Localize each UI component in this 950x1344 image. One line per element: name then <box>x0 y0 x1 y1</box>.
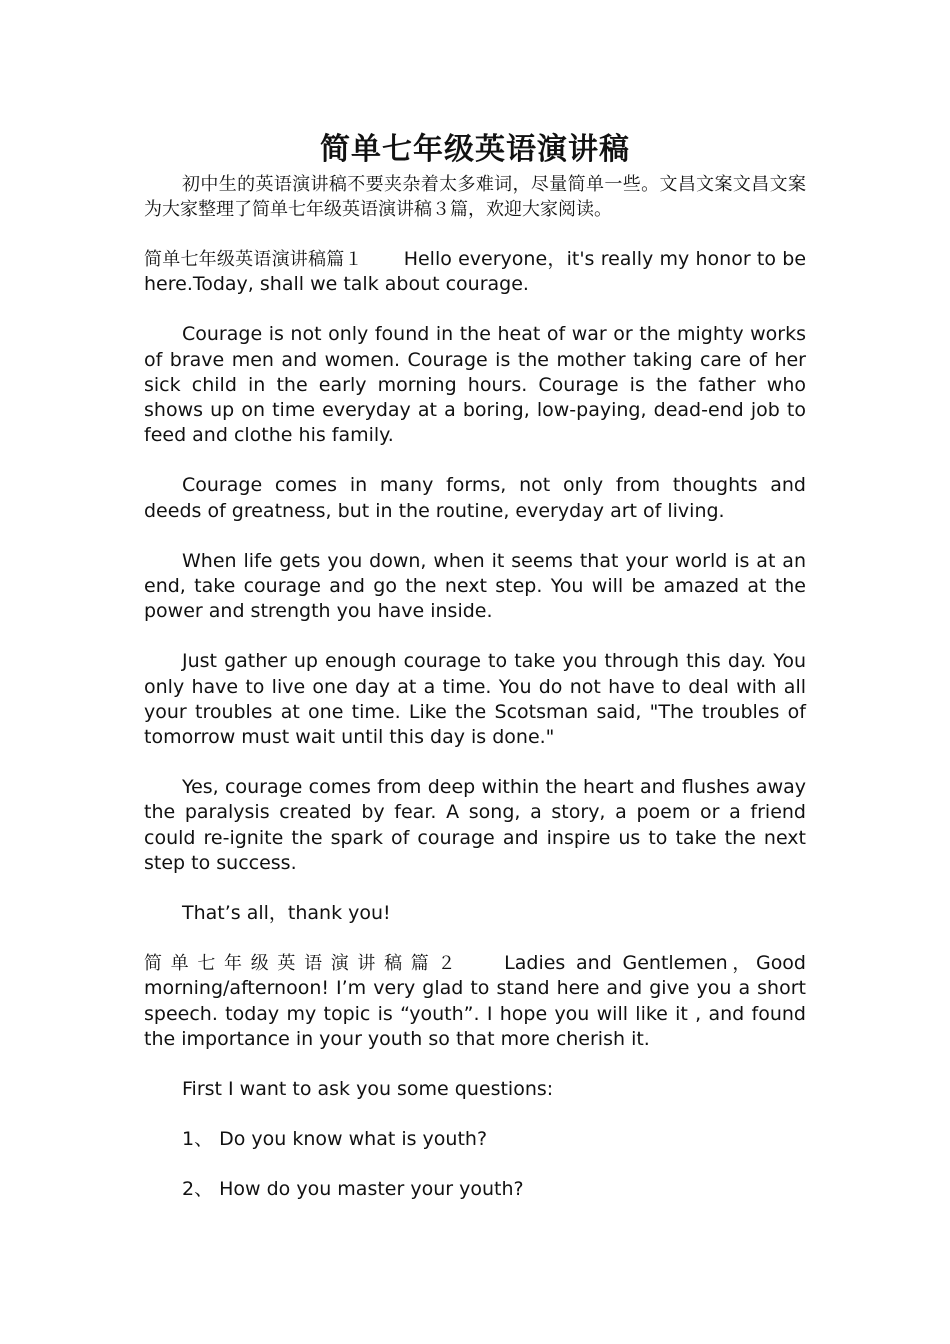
document-title: 简单七年级英语演讲稿 <box>320 132 630 167</box>
speech2-opening <box>144 951 806 1052</box>
intro-paragraph: 初中生的英语演讲稿不要夹杂着太多难词，尽量简单一些。文昌文案文昌文案为大家整理了简单七年级英语演讲稿３篇，欢迎大家阅读。 <box>144 174 806 220</box>
speech2-heading: 简单七年级英语演讲稿篇２ <box>144 953 465 975</box>
speech1-opening <box>144 247 806 297</box>
speech1-paragraph: Yes, courage comes from deep within the heart and flushes away the paralysis created by fear. A song, a story, a poem or a friend could re-ignite the spark of courage and inspire us to take the next step to success. <box>144 776 806 874</box>
question-item: 1、 Do you know what is youth? <box>182 1128 488 1151</box>
speech2-greeting: Ladies and Gentlemen，Good morning/afternoon! I’m very glad to stand here and give you a short speech. today my topic is “youth”. I hope you will like it , and found the importance in your youth so that more cherish it. <box>144 952 806 1050</box>
speech1-paragraph: Courage comes in many forms, not only from thoughts and deeds of greatness, but in the routine, everyday art of living. <box>144 474 806 522</box>
speech2-lead: First I want to ask you some questions: <box>182 1078 554 1101</box>
document-page <box>144 128 806 1203</box>
speech1-closing: That’s all，thank you! <box>182 902 391 925</box>
speech1-greeting: Hello everyone，it's really my honor to be here.Today, shall we talk about courage. <box>144 248 807 296</box>
question-item: 2、 How do you master your youth? <box>182 1178 524 1201</box>
speech1-paragraph: Courage is not only found in the heat of war or the mighty works of brave men and women. Courage is the mother taking care of her sick child in the early morning hours. Courage is the father who shows up on time everyday at a boring, low-paying, dead-end job to feed and clothe his family. <box>144 323 806 447</box>
speech1-paragraph: Just gather up enough courage to take you through this day. You only have to live one day at a time. You do not have to deal with all your troubles at one time. Like the Scotsman said, "The troubles of tomorrow must wait until this day is done." <box>144 650 806 749</box>
speech1-paragraph: When life gets you down, when it seems that your world is at an end, take courage and go the next step. You will be amazed at the power and strength you have inside. <box>144 549 806 623</box>
speech1-heading: 简单七年级英语演讲稿篇１ <box>144 249 363 270</box>
